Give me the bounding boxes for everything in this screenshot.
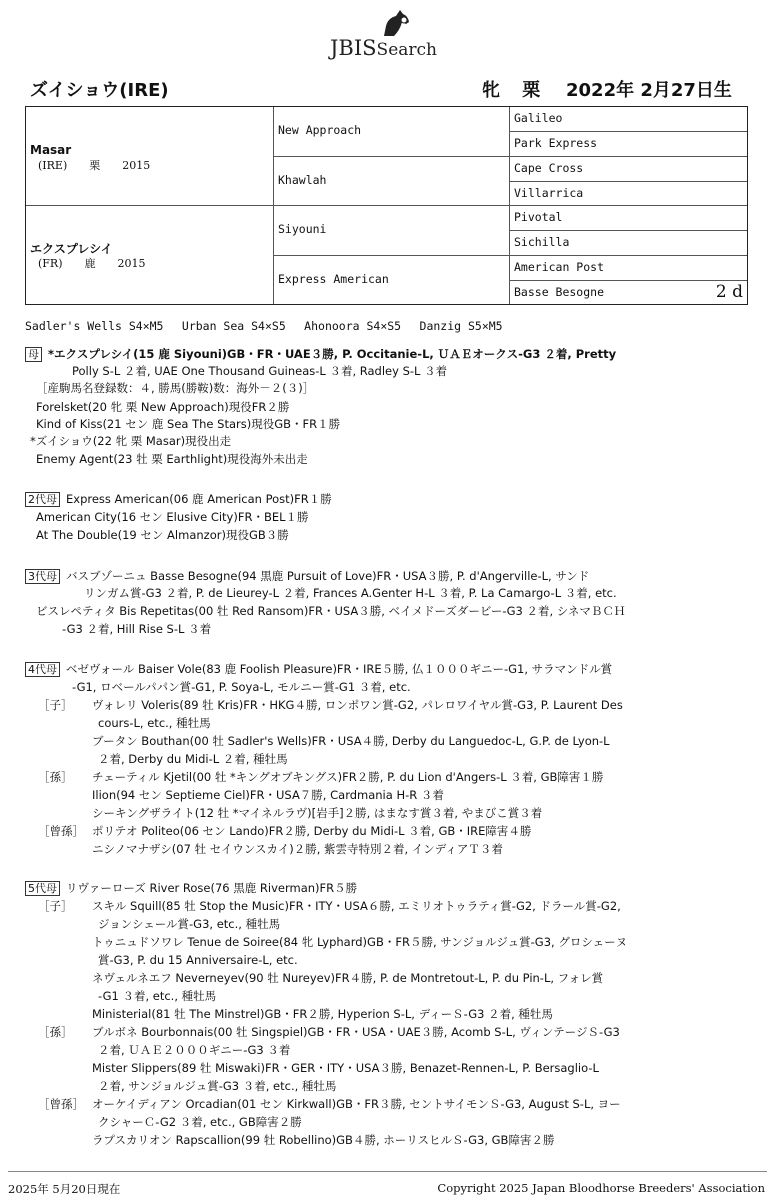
family-line: オーケイディアン Orcadian(01 セン Kirkwall)GB・FR３勝, セントサイモンＳ-G3, August S-L, ヨー	[92, 1097, 621, 1111]
birth-date: 2022年 2月27日生	[566, 80, 732, 101]
family-line: -G1, ロベールパパン賞-G1, P. Soya-L, モルニー賞-G1 ３着, etc.	[72, 680, 411, 694]
horse-name: ズイショウ(IRE)	[30, 80, 169, 101]
family-line: ポリテオ Politeo(06 セン Lando)FR２勝, Derby du Midi-L ３着, GB・IRE障害４勝	[92, 824, 532, 838]
family-text: *エクスプレシイ(15 鹿 Siyouni)GB・FR・UAE３勝, P. Occitanie-L, ＵＡＥオークス-G3 ２着, Pretty	[48, 347, 617, 361]
family-line: Enemy Agent(23 牡 栗 Earthlight)現役海外未出走	[36, 452, 308, 466]
family-line: スキル Squill(85 牡 Stop the Music)FR・ITY・USA６勝, エミリオトゥラティ賞-G2, ドラール賞-G2,	[92, 899, 621, 913]
family-line: ［産駒馬名登録数：４, 勝馬(勝鞍)数：海外－２(３)］	[36, 381, 315, 395]
family-line	[25, 661, 612, 677]
family-line: ［子］	[38, 698, 73, 712]
gen2-name[interactable]: New Approach	[278, 123, 362, 137]
family-line: Polly S-L ２着, UAE One Thousand Guineas-L ３着, Radley S-L ３着	[72, 364, 448, 378]
family-line: cours-L, etc., 種牡馬	[98, 716, 211, 730]
family-line: ［子］	[38, 899, 73, 913]
logo-brand: JBIS	[330, 36, 377, 60]
family-line: ネヴェルネエフ Neverneyev(90 牡 Nureyev)FR４勝, P. de Montretout-L, P. du Pin-L, フォレ賞	[92, 971, 604, 985]
gen3-cell	[510, 281, 747, 304]
family-line: *ズイショウ(22 牝 栗 Masar)現役出走	[30, 434, 232, 448]
family-line	[25, 568, 589, 584]
title-row	[0, 76, 775, 102]
family-line: トゥニュドソワレ Tenue de Soiree(84 牝 Lyphard)GB・FR５勝, サンジョルジュ賞-G3, グロシェーヌ	[92, 935, 628, 949]
dam-name[interactable]: エクスプレシイ	[30, 242, 113, 256]
inbreeding-summary: Sadler's Wells S4×M5 Urban Sea S4×S5 Ahonoora S4×S5 Danzig S5×M5	[25, 319, 503, 333]
footer-divider	[8, 1171, 767, 1172]
dosage-label: 2 d	[715, 282, 743, 302]
family-line: リンガム賞-G3 ２着, P. de Lieurey-L ２着, Frances A.Genter H-L ３着, P. La Camargo-L ３着, etc.	[84, 586, 617, 600]
gen3-cell	[510, 182, 747, 205]
sire-info: (IRE) 栗 2015	[38, 159, 151, 172]
family-line: ［孫］	[38, 1025, 73, 1039]
gen3-cell	[510, 132, 747, 156]
family-line: At The Double(19 セン Almanzor)現役GB３勝	[36, 528, 289, 542]
family-line: -G1 ３着, etc., 種牡馬	[98, 989, 217, 1003]
gen2-name[interactable]: Khawlah	[278, 173, 327, 187]
horse-logo-icon	[376, 8, 416, 38]
logo-suffix: Search	[376, 40, 437, 60]
gen3-cell	[510, 157, 747, 181]
footer-date: 2025年 5月20日現在	[8, 1182, 121, 1196]
family-line: ニシノマナザシ(07 牡 セイウンスカイ)２勝, 紫雲寺特別２着, インディアＴ３着	[92, 842, 503, 856]
gen3-cell	[510, 206, 747, 230]
gen2-cell	[274, 107, 510, 156]
gen2-name[interactable]: Siyouni	[278, 222, 327, 236]
gen3-name[interactable]: Villarrica	[514, 186, 584, 200]
family-line: ２着, サンジョルジュ賞-G3 ３着, etc., 種牡馬	[98, 1079, 337, 1093]
family-line: Ilion(94 セン Septieme Ciel)FR・USA７勝, Cardmania H-R ３着	[92, 788, 444, 802]
family-line: ラプスカリオン Rapscallion(99 牡 Robellino)GB４勝, ホーリスヒルＳ-G3, GB障害２勝	[92, 1133, 555, 1147]
family-line: ビスレペティタ Bis Repetitas(00 牡 Red Ransom)FR・USA３勝, ベイメドーズダービー-G3 ２着, シネマＢＣＨ	[36, 604, 626, 618]
section-label: 2代母	[25, 492, 60, 507]
family-line	[25, 880, 357, 896]
sire-name[interactable]: Masar	[30, 143, 72, 157]
family-line: 賞-G3, P. du 15 Anniversaire-L, etc.	[98, 953, 298, 967]
gen3-name[interactable]: Cape Cross	[514, 161, 584, 175]
gen3-name[interactable]: Galileo	[514, 111, 563, 125]
family-line: ２着, ＵＡＥ２０００ギニー-G3 ３着	[98, 1043, 291, 1057]
section-label: 5代母	[25, 881, 60, 896]
pedigree-table	[25, 106, 748, 305]
family-line: ［曾孫］	[38, 824, 84, 838]
footer-copyright: Copyright 2025 Japan Bloodhorse Breeders' Association	[437, 1181, 765, 1195]
family-line: ヴォレリ Voleris(89 牡 Kris)FR・HKG４勝, ロンポワン賞-G2, パレロワイヤル賞-G3, P. Laurent Des	[92, 698, 623, 712]
gen2-cell	[274, 206, 510, 255]
gen2-name[interactable]: Express American	[278, 272, 389, 286]
family-line: チェーティル Kjetil(00 牡 *キングオブキングス)FR２勝, P. du Lion d'Angers-L ３着, GB障害１勝	[92, 770, 604, 784]
logo-text	[330, 36, 437, 60]
family-line: ［孫］	[38, 770, 73, 784]
gen3-name[interactable]: American Post	[514, 260, 605, 274]
family-line	[25, 491, 332, 507]
family-text: Express American(06 鹿 American Post)FR１勝	[66, 492, 332, 506]
dam-cell	[26, 206, 274, 304]
family-line: ブルボネ Bourbonnais(00 牡 Singspiel)GB・FR・USA・UAE３勝, Acomb S-L, ヴィンテージＳ-G3	[92, 1025, 620, 1039]
gen3-name[interactable]: Pivotal	[514, 210, 563, 224]
family-line: ［曾孫］	[38, 1097, 84, 1111]
gen3-cell	[510, 231, 747, 255]
family-line: Forelsket(20 牝 栗 New Approach)現役FR２勝	[36, 400, 290, 414]
family-line: American City(16 セン Elusive City)FR・BEL１勝	[36, 510, 309, 524]
family-line: Mister Slippers(89 牡 Miswaki)FR・GER・ITY・USA３勝, Benazet-Rennen-L, P. Bersaglio-L	[92, 1061, 599, 1075]
section-label: 3代母	[25, 569, 60, 584]
section-label: 母	[25, 347, 42, 362]
gen2-cell	[274, 157, 510, 205]
section-label: 4代母	[25, 662, 60, 677]
dam-info: (FR) 鹿 2015	[38, 257, 146, 270]
family-line: クシャーＣ-G2 ３着, etc., GB障害２勝	[98, 1115, 302, 1129]
family-line: ブータン Bouthan(00 牡 Sadler's Wells)FR・USA４勝, Derby du Languedoc-L, G.P. de Lyon-L	[92, 734, 610, 748]
family-text: リヴァーローズ River Rose(76 黒鹿 Riverman)FR５勝	[66, 881, 358, 895]
family-line	[25, 346, 616, 362]
gen3-name[interactable]: Sichilla	[514, 235, 570, 249]
family-text: バスブゾーニュ Basse Besogne(94 黒鹿 Pursuit of Love)FR・USA３勝, P. d'Angerville-L, サンド	[66, 569, 590, 583]
gen3-cell	[510, 107, 747, 131]
jbis-search-logo[interactable]	[318, 8, 468, 58]
family-text: ベゼヴォール Baiser Vole(83 鹿 Foolish Pleasure)FR・IRE５勝, 仏１０００ギニー-G1, サラマンドル賞	[66, 662, 613, 676]
gen3-name[interactable]: Basse Besogne	[514, 285, 605, 299]
family-line: -G3 ２着, Hill Rise S-L ３着	[62, 622, 212, 636]
family-line: Ministerial(81 牡 The Minstrel)GB・FR２勝, Hyperion S-L, ディーＳ-G3 ２着, 種牡馬	[92, 1007, 553, 1021]
gen2-cell	[274, 256, 510, 304]
gen3-cell	[510, 256, 747, 280]
family-line: シーキングザライト(12 牡 *マイネルラヴ)[岩手]２勝, はまなす賞３着, やまびこ賞３着	[92, 806, 543, 820]
sire-cell	[26, 107, 274, 205]
family-line: ２着, Derby du Midi-L ２着, 種牡馬	[98, 752, 288, 766]
family-line: Kind of Kiss(21 セン 鹿 Sea The Stars)現役GB・FR１勝	[36, 417, 341, 431]
sex-color: 牝 栗	[482, 80, 549, 101]
gen3-name[interactable]: Park Express	[514, 136, 598, 150]
family-line: ジョンシェール賞-G3, etc., 種牡馬	[98, 917, 281, 931]
